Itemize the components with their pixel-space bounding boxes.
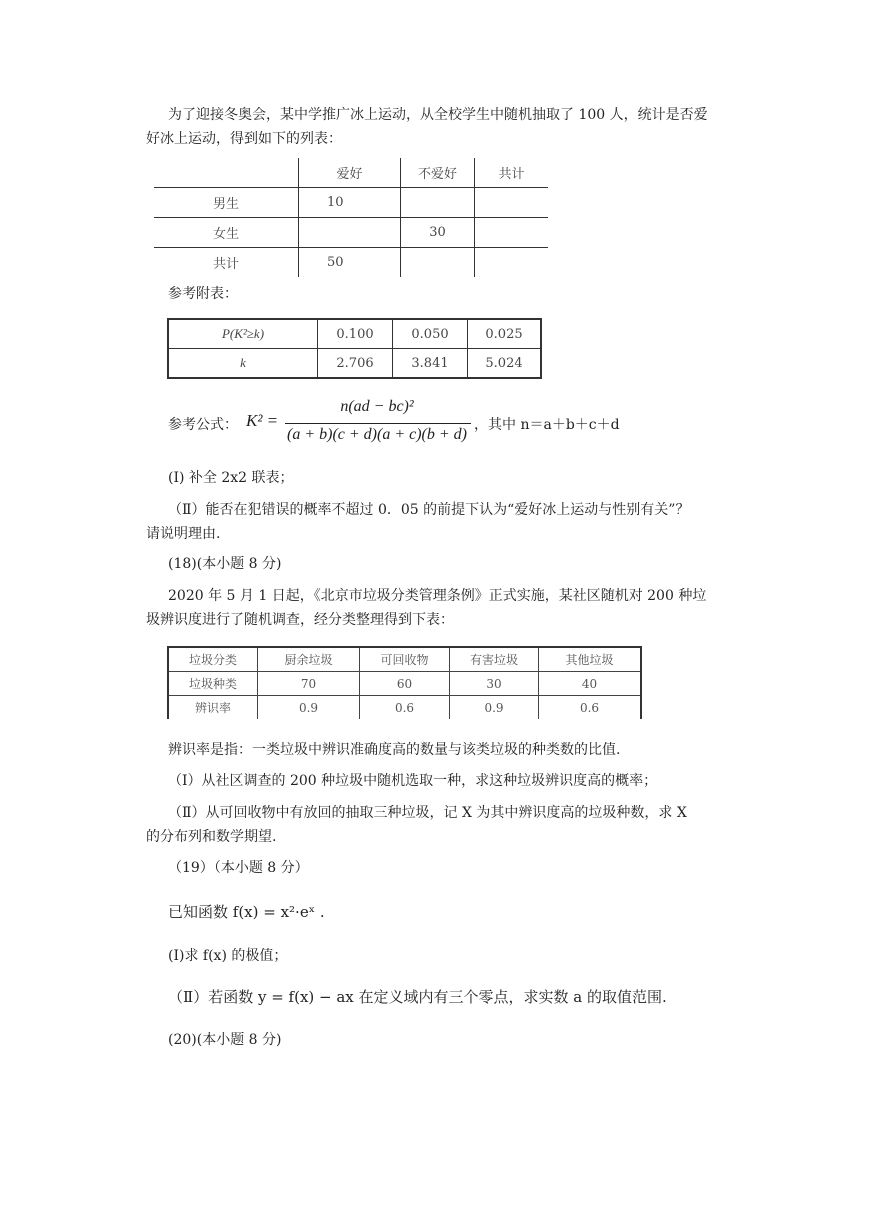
table-cell: 70 bbox=[258, 672, 360, 696]
table-cell: 辨识率 bbox=[168, 696, 258, 720]
q18-intro-line1: 2020 年 5 月 1 日起，《北京市垃圾分类管理条例》正式实施，某社区随机对 200 种垃 bbox=[168, 588, 707, 604]
q18-part2-line2: 的分布列和数学期望. bbox=[146, 829, 277, 845]
table-row-label: 共计 bbox=[212, 257, 239, 272]
q18-part2-line1: （Ⅱ）从可回收物中有放回的抽取三种垃圾，记 X 为其中辨识度高的垃圾种数，求 X bbox=[168, 805, 687, 821]
table-cell bbox=[475, 188, 549, 218]
table-cell: 0.025 bbox=[468, 319, 542, 349]
q19-heading: （19）（本小题 8 分） bbox=[168, 860, 309, 876]
table-cell: 3.841 bbox=[393, 349, 468, 379]
table-cell: 5.024 bbox=[468, 349, 542, 379]
table-header-cell: 爱好 bbox=[299, 158, 401, 188]
q17-part2-line2: 请说明理由. bbox=[146, 526, 221, 542]
table-cell: 10 bbox=[299, 188, 401, 218]
table-cell: 垃圾分类 bbox=[168, 647, 258, 672]
table-cell: 60 bbox=[360, 672, 450, 696]
table-header-cell: 共计 bbox=[475, 158, 549, 188]
table-cell: P(K²≥k) bbox=[168, 319, 318, 349]
q20-heading: (20)(本小题 8 分) bbox=[168, 1032, 282, 1048]
table-row-label: 女生 bbox=[154, 218, 299, 248]
table-cell: 有害垃圾 bbox=[450, 647, 539, 672]
table-cell: 50 bbox=[299, 248, 401, 278]
q17-reference-table bbox=[167, 318, 542, 379]
q18-part1: （Ⅰ）从社区调查的 200 种垃圾中随机选取一种，求这种垃圾辨识度高的概率； bbox=[168, 773, 658, 789]
q18-intro-line2: 圾辨识度进行了随机调查，经分类整理得到下表： bbox=[146, 612, 454, 628]
q18-heading: (18)(本小题 8 分) bbox=[168, 556, 282, 572]
table-cell: 2.706 bbox=[318, 349, 393, 379]
table-cell bbox=[475, 248, 549, 278]
q17-part2-line1: （Ⅱ）能否在犯错误的概率不超过 0．05 的前提下认为“爱好冰上运动与性别有关”？ bbox=[168, 502, 690, 518]
formula-label: 参考公式： bbox=[168, 417, 238, 433]
table-cell bbox=[299, 218, 401, 248]
table-cell: 垃圾种类 bbox=[168, 672, 258, 696]
table-cell: 可回收物 bbox=[360, 647, 450, 672]
ref-table-label: 参考附表： bbox=[168, 286, 238, 302]
table-header-cell bbox=[154, 158, 299, 188]
table-cell bbox=[475, 218, 549, 248]
q18-garbage-table bbox=[167, 646, 642, 719]
table-cell: 30 bbox=[401, 218, 475, 248]
fraction-bar bbox=[285, 423, 471, 424]
table-cell: 0.9 bbox=[258, 696, 360, 720]
q17-intro-line2: 好冰上运动，得到如下的列表： bbox=[146, 131, 342, 147]
table-cell: 0.6 bbox=[539, 696, 642, 720]
table-cell: 厨余垃圾 bbox=[258, 647, 360, 672]
formula-denominator: (a + b)(c + d)(a + c)(b + d) bbox=[286, 426, 467, 443]
formula-lhs: K² = bbox=[246, 411, 279, 430]
formula-tail: ，其中 n＝a＋b＋c＋d bbox=[474, 417, 620, 433]
table-cell bbox=[401, 188, 475, 218]
table-row-label: 男生 bbox=[154, 188, 299, 218]
table-cell bbox=[401, 248, 475, 278]
q18-definition: 辨识率是指：一类垃圾中辨识准确度高的数量与该类垃圾的种类数的比值. bbox=[168, 742, 621, 758]
table-header-cell: 不爱好 bbox=[401, 158, 475, 188]
q17-part1: (Ⅰ) 补全 2x2 联表； bbox=[168, 470, 294, 486]
formula-numerator: n(ad − bc)² bbox=[340, 398, 414, 415]
q17-contingency-table bbox=[154, 158, 548, 277]
table-cell: 0.6 bbox=[360, 696, 450, 720]
table-cell: 其他垃圾 bbox=[539, 647, 642, 672]
table-cell: 30 bbox=[450, 672, 539, 696]
table-cell: 0.100 bbox=[318, 319, 393, 349]
table-cell: 0.9 bbox=[450, 696, 539, 720]
table-cell: k bbox=[168, 349, 318, 379]
q17-intro-line1: 为了迎接冬奥会，某中学推广冰上运动，从全校学生中随机抽取了 100 人，统计是否爱 bbox=[168, 107, 708, 123]
table-cell: 40 bbox=[539, 672, 642, 696]
q19-given: 已知函数 f(x) = x²·eˣ . bbox=[168, 903, 325, 921]
q19-part2: （Ⅱ）若函数 y = f(x) − ax 在定义域内有三个零点，求实数 a 的取值范围. bbox=[168, 988, 667, 1006]
q19-part1: (Ⅰ)求 f(x) 的极值； bbox=[168, 948, 288, 964]
table-cell: 0.050 bbox=[393, 319, 468, 349]
